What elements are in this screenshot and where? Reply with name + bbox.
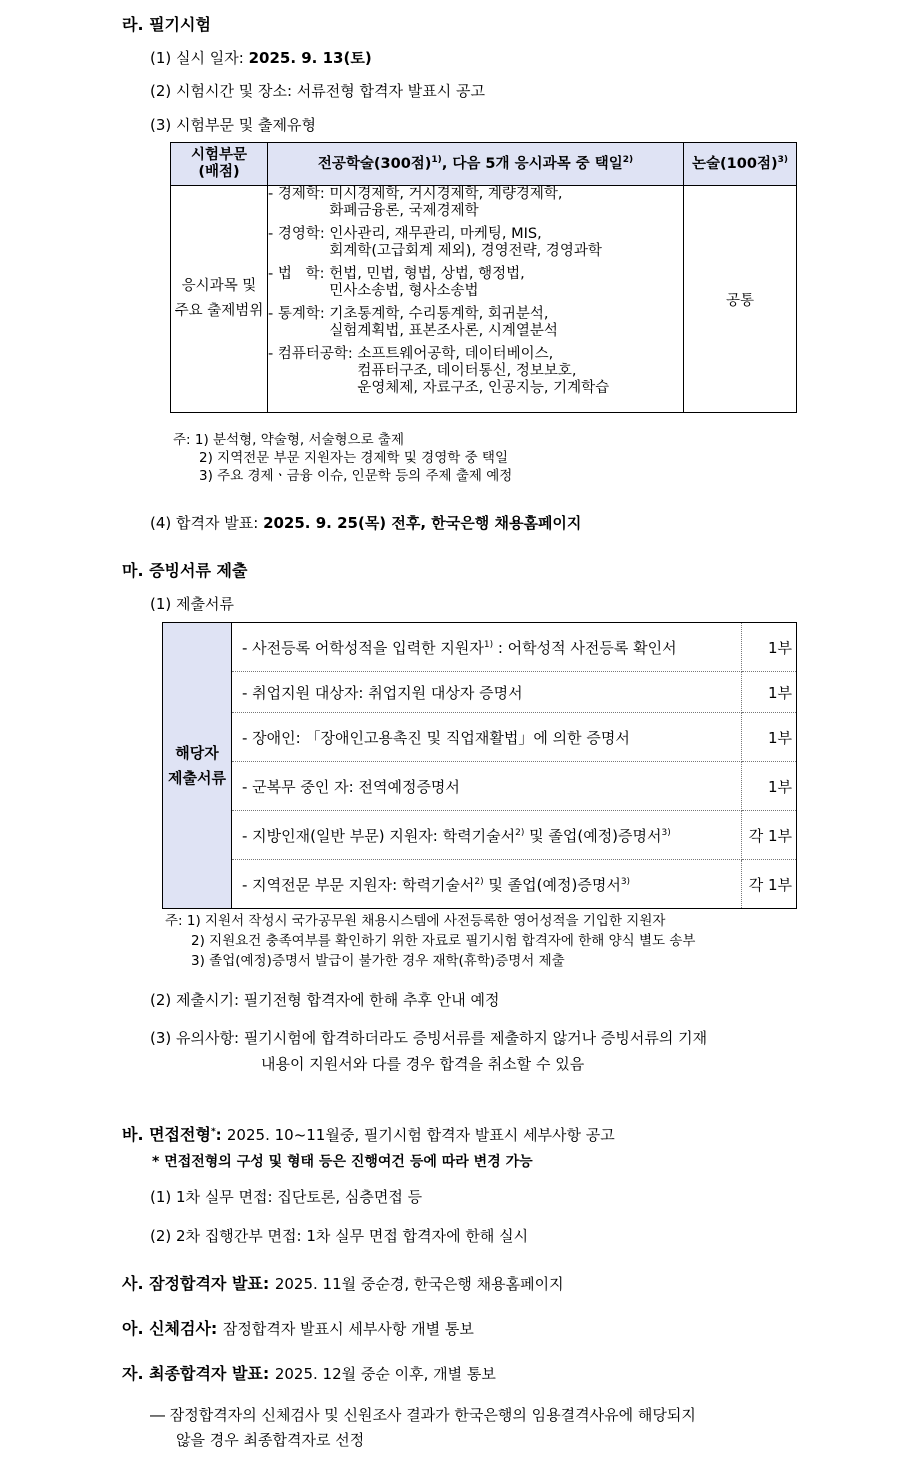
announce-line [150,512,581,533]
doc-row [163,713,797,762]
subject-business: - 경영학: 인사관리, 재무관리, 마케팅, MIS, 회계학(고급회계 제외), 경영전략, 경영과학 [268,226,602,259]
documents-list-label: (1) 제출서류 [150,595,234,613]
doc-count: 1부 [742,713,797,762]
exam-fields-label: (3) 시험부문 및 출제유형 [150,116,316,134]
doc-item-military: - 군복무 중인 자: 전역예정증명서 [232,762,742,811]
provisional-text: 2025. 11월 중순경, 한국은행 채용홈페이지 [274,1275,564,1293]
documents-note-3: 3) 졸업(예정)증명서 발급이 불가한 경우 재학(휴학)증명서 제출 [191,953,565,969]
provisional-heading: 사. 잠정합격자 발표: [122,1274,275,1293]
exam-date-line [150,47,372,68]
doc-count: 1부 [742,672,797,713]
header-field: 시험부문 (배점) [171,143,268,186]
doc-count: 1부 [742,623,797,672]
physical-text: 잠정합격자 발표시 세부사항 개별 통보 [222,1320,474,1338]
doc-row [163,623,797,672]
doc-item-employment-support: - 취업지원 대상자: 취업지원 대상자 증명서 [232,672,742,713]
doc-row [163,860,797,909]
interview-note: * 면접전형의 구성 및 형태 등은 진행여건 등에 따라 변경 가능 [152,1154,533,1170]
doc-item-local-talent: - 지방인재(일반 부문) 지원자: 학력기술서$^{2)}$ 및 졸업(예정)증명서$^{3)}$ [232,811,742,860]
final-heading: 자. 최종합격자 발표: [122,1364,275,1383]
doc-row [163,762,797,811]
physical-heading: 아. 신체검사: [122,1319,223,1338]
exam-note-2: 2) 지역전문 부문 지원자는 경제학 및 경영학 중 택일 [199,450,509,466]
subject-computer: - 컴퓨터공학: 소프트웨어공학, 데이터베이스, 컴퓨터구조, 데이터통신, 정보보호, 운영체제, 자료구조, 인공지능, 기계학습 [268,346,610,396]
subject-statistics: - 통계학: 기초통계학, 수리통계학, 회귀분석, 실험계획법, 표본조사론, 시계열분석 [268,306,558,339]
subject-law: - 법 학: 헌법, 민법, 형법, 상법, 행정법, 민사소송법, 형사소송법 [268,266,525,299]
row-label: 응시과목 및 주요 출제범위 [171,186,268,413]
interview-text: 2025. 10~11월중, 필기시험 합격자 발표시 세부사항 공고 [226,1126,615,1144]
documents-caution-line1: (3) 유의사항: 필기시험에 합격하더라도 증빙서류를 제출하지 않거나 증빙서류의 기재 [150,1029,708,1047]
documents-heading: 마. 증빙서류 제출 [122,561,248,580]
physical-line [122,1316,474,1339]
documents-side-label: 해당자 제출서류 [163,623,232,909]
exam-fields-table [170,142,797,413]
exam-date-label: (1) 실시 일자: [150,49,249,67]
documents-caution-line2: 내용이 지원서와 다를 경우 합격을 취소할 수 있음 [261,1055,585,1073]
interview-first: (1) 1차 실무 면접: 집단토론, 심층면접 등 [150,1188,423,1206]
header-essay: 논술(100점)$^{3)}$ [684,143,797,186]
exam-time-place: (2) 시험시간 및 장소: 서류전형 합격자 발표시 공고 [150,82,485,100]
doc-row [163,672,797,713]
doc-row [163,811,797,860]
announce-value: 2025. 9. 25(목) 전후, 한국은행 채용홈페이지 [263,514,582,532]
interview-heading: 바. 면접전형 [122,1125,211,1144]
header-major: 전공학술(300점)$^{1)}$, 다음 5개 응시과목 중 택일$^{2)}$ [268,143,684,186]
documents-timing: (2) 제출시기: 필기전형 합격자에 한해 추후 안내 예정 [150,991,500,1009]
exam-table-body-row [171,186,797,413]
final-note-line1: ― 잠정합격자의 신체검사 및 신원조사 결과가 한국은행의 임용결격사유에 해당되지 [150,1406,696,1424]
written-exam-heading: 라. 필기시험 [122,15,211,34]
final-text: 2025. 12월 중순 이후, 개별 통보 [274,1365,496,1383]
exam-note-1: 주: 1) 분석형, 약술형, 서술형으로 출제 [173,432,405,448]
documents-note-1: 주: 1) 지원서 작성시 국가공무원 채용시스템에 사전등록한 영어성적을 기입한 지원자 [165,913,666,929]
doc-item-disability: - 장애인: 「장애인고용촉진 및 직업재활법」에 의한 증명서 [232,713,742,762]
interview-line: 바. 면접전형*: 2025. 10~11월중, 필기시험 합격자 발표시 세부사항 공고 [122,1125,615,1144]
doc-item-regional-specialist: - 지역전문 부문 지원자: 학력기술서$^{2)}$ 및 졸업(예정)증명서$^{3)}$ [232,860,742,909]
subject-economics: - 경제학: 미시경제학, 거시경제학, 계량경제학, 화폐금융론, 국제경제학 [268,186,563,219]
exam-date-value: 2025. 9. 13(토) [248,49,372,67]
documents-table [162,622,797,909]
exam-table-header-row [171,143,797,186]
doc-count: 1부 [742,762,797,811]
subject-list [268,186,684,413]
final-note-line2: 않을 경우 최종합격자로 선정 [176,1431,365,1449]
doc-count: 각 1부 [742,811,797,860]
interview-second: (2) 2차 집행간부 면접: 1차 실무 면접 합격자에 한해 실시 [150,1227,529,1245]
essay-common: 공통 [684,186,797,413]
exam-note-3: 3) 주요 경제ㆍ금융 이슈, 인문학 등의 주제 출제 예정 [199,468,513,484]
provisional-line [122,1271,564,1294]
final-line [122,1361,496,1384]
documents-note-2: 2) 지원요건 충족여부를 확인하기 위한 자료로 필기시험 합격자에 한해 양식 별도 송부 [191,933,696,949]
announce-label: (4) 합격자 발표: [150,514,264,532]
doc-item-language: - 사전등록 어학성적을 입력한 지원자$^{1)}$ : 어학성적 사전등록 확인서 [232,623,742,672]
doc-count: 각 1부 [748,875,792,894]
